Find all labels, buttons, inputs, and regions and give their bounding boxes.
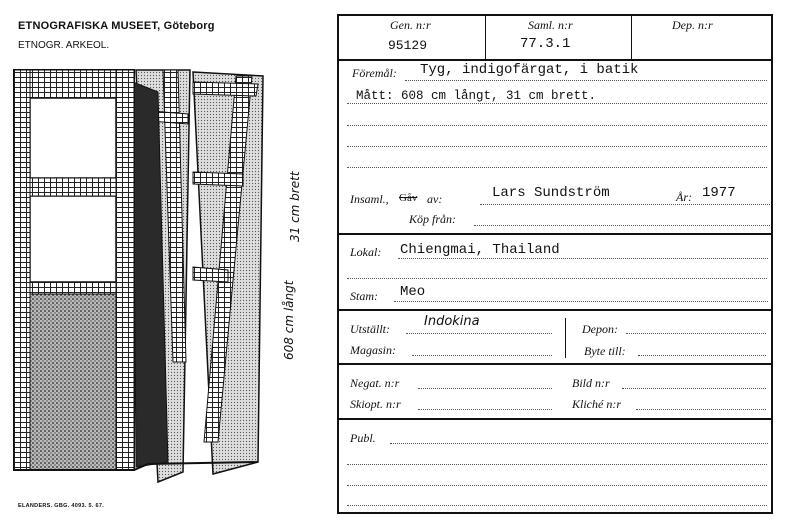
gen-value: 95129	[388, 38, 428, 53]
foremal-value: Tyg, indigofärgat, i batik	[420, 62, 639, 78]
textile-sketch	[8, 62, 268, 502]
bild-label: Bild n:r	[572, 376, 610, 390]
dotted-line	[474, 225, 770, 226]
insaml-av-label: av:	[427, 192, 443, 206]
divider	[337, 59, 773, 61]
negat-label: Negat. n:r	[350, 376, 400, 390]
foremal-label: Föremål:	[352, 66, 397, 80]
byte-label: Byte till:	[584, 344, 626, 358]
dotted-line	[347, 103, 767, 104]
dotted-line	[347, 278, 767, 279]
matt-value: Mått: 608 cm långt, 31 cm brett.	[356, 89, 597, 103]
width-note: 31 cm brett	[288, 171, 302, 242]
gen-label: Gen. n:r	[390, 18, 431, 32]
dotted-line	[405, 80, 767, 81]
card-top-border	[337, 14, 773, 16]
dotted-line	[626, 333, 766, 334]
dotted-line	[636, 409, 766, 410]
col-divider	[565, 318, 566, 358]
dotted-line	[480, 204, 770, 205]
dotted-line	[638, 355, 766, 356]
divider	[337, 233, 773, 235]
kliche-label: Kliché n:r	[572, 397, 621, 411]
dep-label: Dep. n:r	[672, 18, 713, 32]
dotted-line	[390, 443, 768, 444]
card-bottom-border	[337, 512, 773, 514]
insaml-label: Insaml.,	[350, 192, 389, 206]
divider	[337, 363, 773, 365]
dotted-line	[394, 301, 768, 302]
dotted-line	[418, 409, 552, 410]
col-divider	[631, 14, 632, 60]
insaml-struck-word: Gåv	[399, 192, 418, 204]
dotted-line	[347, 146, 767, 147]
museum-name: ETNOGRAFISKA MUSEET, Göteborg	[18, 20, 215, 32]
dotted-line	[622, 388, 766, 389]
card-right-border	[771, 14, 773, 514]
stam-value: Meo	[400, 284, 426, 300]
dotted-line	[412, 355, 552, 356]
dotted-line	[398, 258, 768, 259]
stam-label: Stam:	[350, 289, 378, 303]
col-divider	[485, 14, 486, 60]
dotted-line	[347, 505, 767, 506]
divider	[337, 418, 773, 420]
card-left-border	[337, 14, 339, 514]
dotted-line	[347, 125, 767, 126]
dotted-line	[406, 333, 552, 334]
length-note: 608 cm långt	[282, 280, 296, 360]
magasin-label: Magasin:	[350, 343, 396, 357]
printer-imprint: ELANDERS. GBG. 4093. 5. 67.	[18, 503, 105, 509]
dotted-line	[347, 167, 767, 168]
dotted-line	[347, 485, 767, 486]
utstallt-value: Indokina	[424, 314, 480, 329]
lokal-label: Lokal:	[350, 245, 382, 259]
dotted-line	[347, 464, 767, 465]
kop-label: Köp från:	[409, 212, 457, 226]
insaml-value: Lars Sundström	[492, 185, 610, 201]
ar-label: År:	[676, 190, 692, 204]
saml-value: 77.3.1	[520, 36, 571, 52]
dotted-line	[418, 388, 552, 389]
saml-label: Saml. n:r	[528, 18, 573, 32]
lokal-value: Chiengmai, Thailand	[400, 242, 560, 258]
department: ETNOGR. ARKEOL.	[18, 40, 110, 51]
ar-value: 1977	[702, 185, 736, 201]
depon-label: Depon:	[582, 322, 618, 336]
skiopt-label: Skiopt. n:r	[350, 397, 401, 411]
divider	[337, 309, 773, 311]
publ-label: Publ.	[350, 431, 376, 445]
utstallt-label: Utställt:	[350, 322, 391, 336]
